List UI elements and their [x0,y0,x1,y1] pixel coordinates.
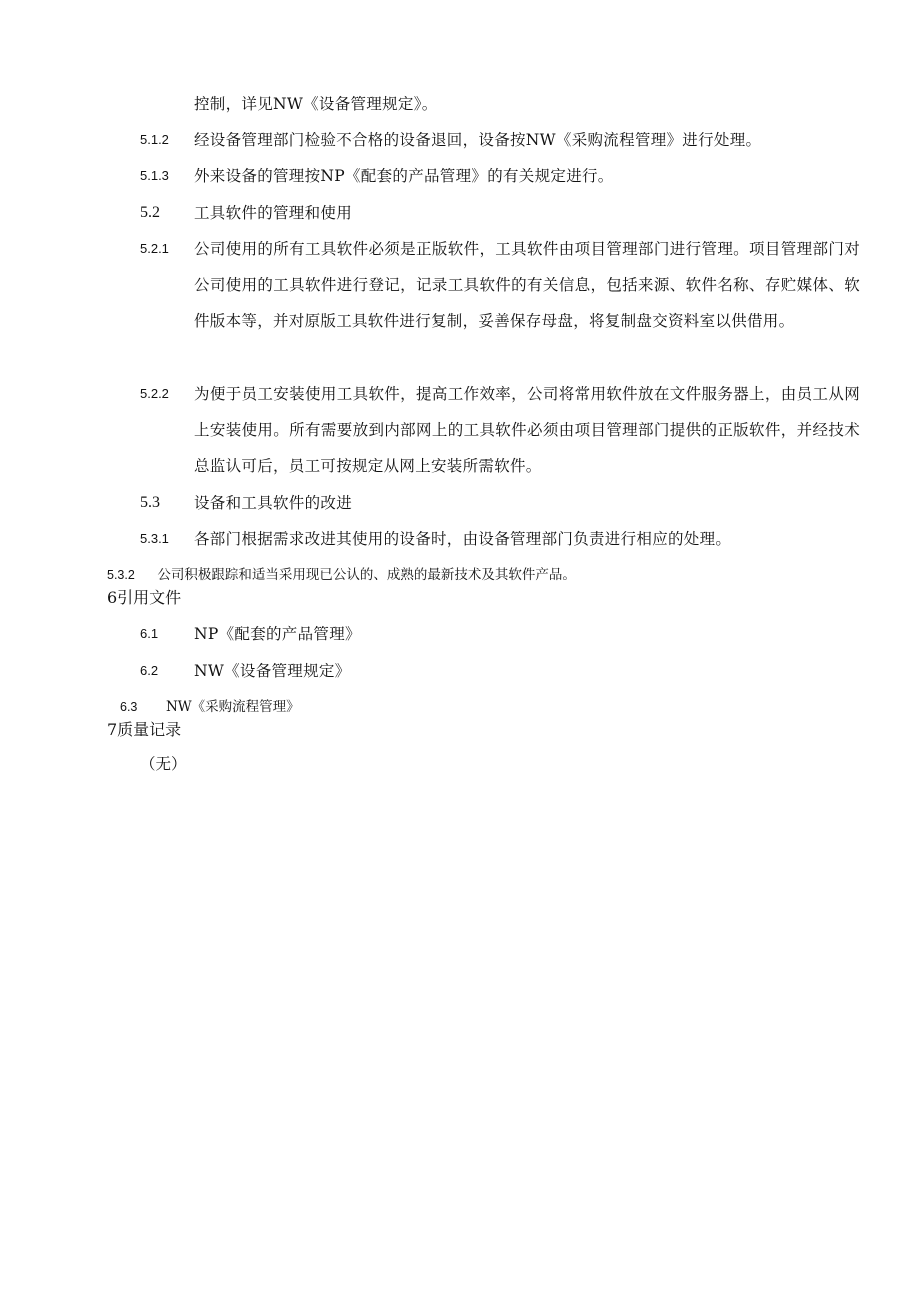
section-number: 5.3 [140,494,160,511]
section-6-heading: 6引用文件 [107,588,182,607]
paragraph-continuation [140,86,860,122]
clause-number: 5.3.1 [140,531,169,546]
clause-text: 外来设备的管理按NP《配套的产品管理》的有关规定进行。 [194,167,614,185]
clause-number: 5.2.1 [140,241,169,256]
section-5-3 [140,485,860,521]
clause-5-1-2 [140,122,860,158]
section-7-heading: 7质量记录 [107,720,182,739]
clause-5-2-2 [140,376,860,484]
reference-6-3 [120,698,300,716]
clause-5-3-2 [107,566,576,584]
clause-5-1-3 [140,158,860,194]
reference-number: 6.2 [140,663,159,678]
clause-number: 5.1.3 [140,168,169,183]
quality-record-none: （无） [140,755,187,773]
clause-5-3-1 [140,521,860,557]
reference-6-1 [140,616,860,652]
section-title: 工具软件的管理和使用 [194,204,353,222]
reference-text: NW《设备管理规定》 [194,662,351,680]
reference-text: NW《采购流程管理》 [165,699,300,715]
clause-text: 公司使用的所有工具软件必须是正版软件，工具软件由项目管理部门进行管理。项目管理部门对公司使用的工具软件进行登记，记录工具软件的有关信息，包括来源、软件名称、存贮媒体、软件版本等，并对原版工具软件进行复制，妥善保存母盘，将复制盘交资料室以供借用。 [194,240,860,330]
paragraph-text: 控制，详见NW《设备管理规定》。 [194,95,438,113]
clause-number: 5.2.2 [140,386,169,401]
clause-text: 经设备管理部门检验不合格的设备退回，设备按NW《采购流程管理》进行处理。 [194,131,762,149]
clause-text: 各部门根据需求改进其使用的设备时，由设备管理部门负责进行相应的处理。 [194,530,732,548]
clause-text: 为便于员工安装使用工具软件，提高工作效率，公司将常用软件放在文件服务器上，由员工从网上安装使用。所有需要放到内部网上的工具软件必须由项目管理部门提供的正版软件，并经技术总监认可后，员工可按规定从网上安装所需软件。 [194,385,860,475]
section-number: 5.2 [140,204,160,221]
reference-number: 6.3 [120,700,138,714]
clause-text: 公司积极跟踪和适当采用现已公认的、成熟的最新技术及其软件产品。 [157,567,576,583]
clause-5-2-1 [140,231,860,339]
reference-6-2 [140,653,860,689]
section-5-2 [140,195,860,231]
reference-text: NP《配套的产品管理》 [194,625,361,643]
reference-number: 6.1 [140,626,159,641]
section-title: 设备和工具软件的改进 [194,494,353,512]
clause-number: 5.1.2 [140,132,169,147]
clause-number: 5.3.2 [107,568,135,582]
